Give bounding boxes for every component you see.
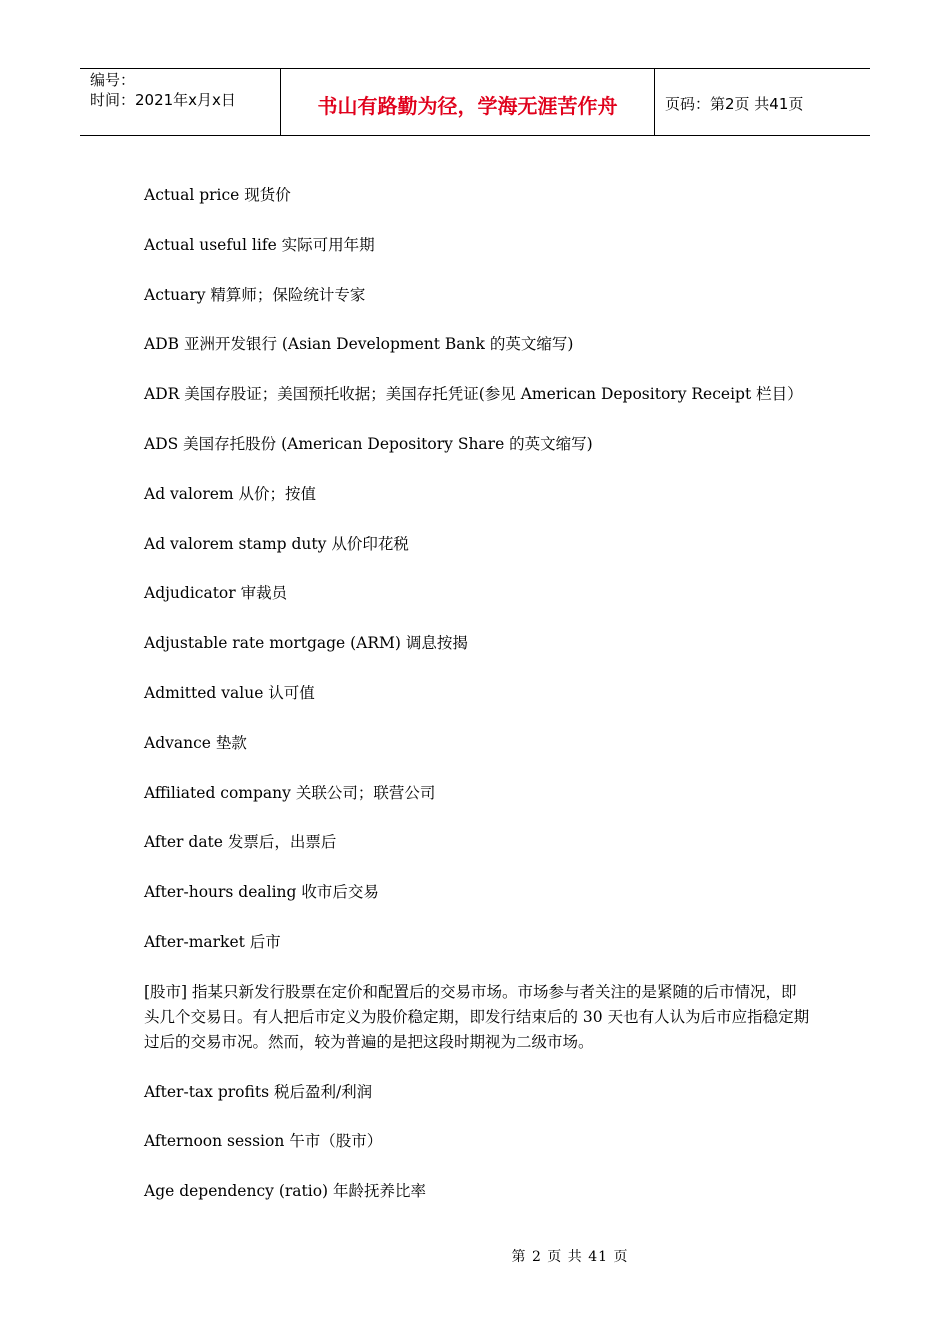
header-motto: 书山有路勤为径，学海无涯苦作舟 [317,93,618,118]
glossary-entry: After-market 后市 [144,932,281,951]
header-left-cell [80,69,281,135]
glossary-entry: ADR 美国存股证；美国预托收据；美国存托凭证(参见 American Depository Receipt 栏目） [144,385,803,404]
document-date-label: 时间：2021年x月x日 [90,91,236,109]
glossary-entry: Advance 垫款 [144,733,247,752]
header-page-cell [655,69,870,135]
glossary-entry: Adjustable rate mortgage (ARM) 调息按揭 [144,634,468,653]
glossary-content [144,183,810,1229]
glossary-entry: ADS 美国存托股份 (American Depository Share 的英文缩写) [144,434,593,453]
page-footer [0,1246,950,1266]
glossary-entry: After-hours dealing 收市后交易 [144,883,379,902]
glossary-entry: Adjudicator 审裁员 [144,584,288,603]
after-market-description: [股市] 指某只新发行股票在定价和配置后的交易市场。市场参与者关注的是紧随的后市情况，即头几个交易日。有人把后市定义为股价稳定期，即发行结束后的 30 天也有人认为后市应指稳定期过后的交易市况。然而，较为普遍的是把这段时期视为二级市场。 [144,982,810,1051]
glossary-entry: Affiliated company 关联公司；联营公司 [144,783,436,802]
glossary-entry: Admitted value 认可值 [144,683,315,702]
glossary-entry: Actuary 精算师；保险统计专家 [144,285,366,304]
footer-page-number: 第 2 页 共 41 页 [511,1249,629,1265]
glossary-entry: Actual price 现货价 [144,186,291,204]
glossary-entry: Actual useful life 实际可用年期 [144,235,375,254]
header-page-info: 页码：第2页 共41页 [665,94,804,113]
glossary-entry: ADB 亚洲开发银行 (Asian Development Bank 的英文缩写) [144,335,574,354]
glossary-entry: After date 发票后，出票后 [144,833,337,852]
glossary-entry: Age dependency (ratio) 年龄抚养比率 [144,1182,427,1201]
glossary-entry: Ad valorem stamp duty 从价印花税 [144,534,409,553]
document-number-label: 编号： [90,71,136,89]
header-motto-cell [281,69,655,135]
glossary-entry: Ad valorem 从价；按值 [144,484,317,503]
glossary-entry: Afternoon session 午市（股市） [144,1132,383,1151]
page-header [80,68,870,136]
glossary-entry: After-tax profits 税后盈利/利润 [144,1082,373,1101]
